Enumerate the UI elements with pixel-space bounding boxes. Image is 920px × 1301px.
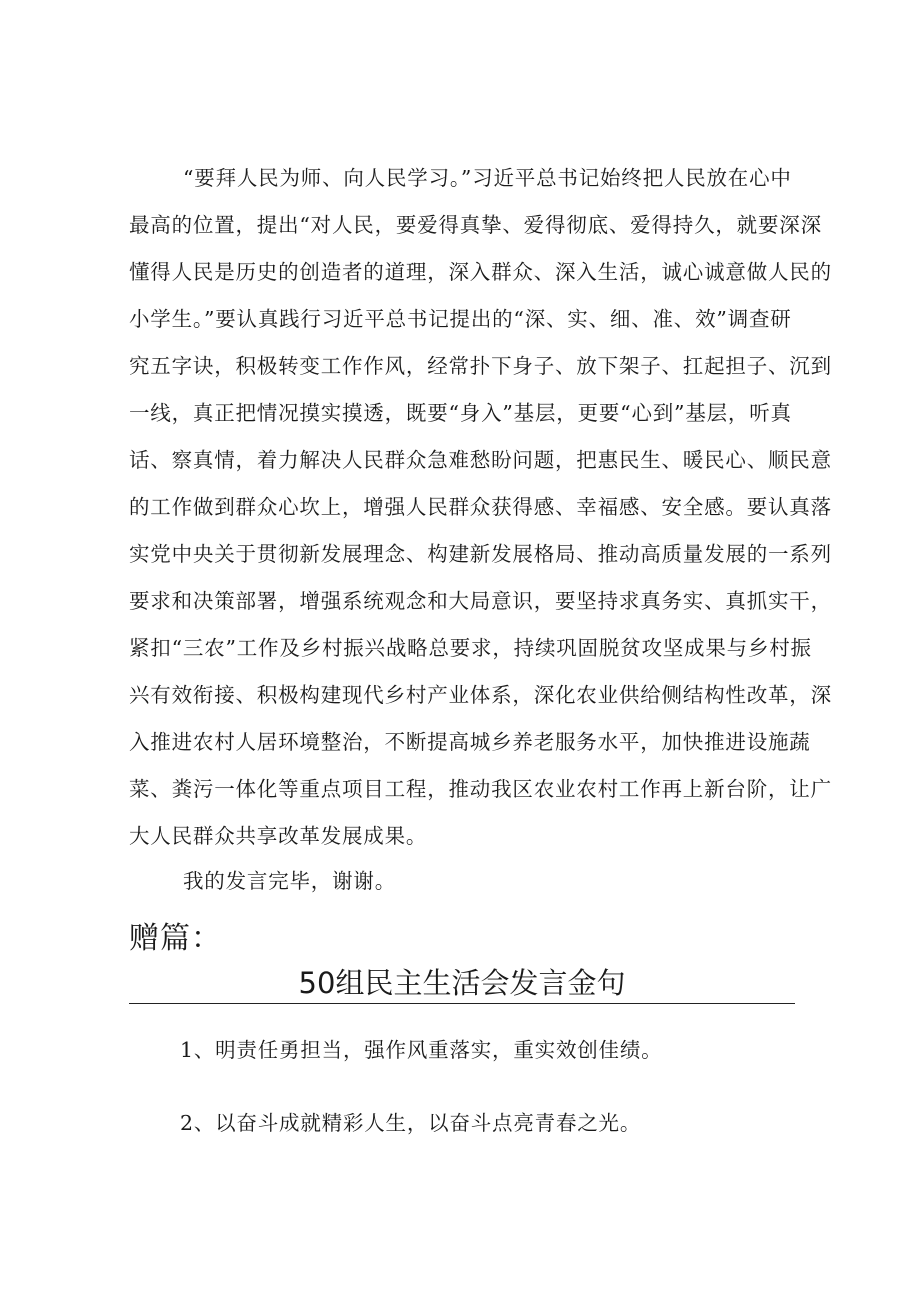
paragraph-line: 入推进农村人居环境整治，不断提高城乡养老服务水平，加快推进设施蔬 [129,730,811,754]
paragraph-line: 的工作做到群众心坎上，增强人民群众获得感、幸福感、安全感。要认真落 [129,495,832,519]
quote-item: 2、以奋斗成就精彩人生，以奋斗点亮青春之光。 [180,1111,642,1135]
paragraph-line: 懂得人民是历史的创造者的道理，深入群众、深入生活，诚心诚意做人民的 [129,260,832,284]
paragraph-line: 菜、粪污一体化等重点项目工程，推动我区农业农村工作再上新台阶，让广 [129,777,832,801]
title-underline [129,1003,795,1004]
paragraph-line: 话、察真情，着力解决人民群众急难愁盼问题，把惠民生、暖民心、顺民意 [129,448,832,472]
bonus-label: 赠篇： [129,921,222,956]
paragraph-line: 要求和决策部署，增强系统观念和大局意识，要坚持求真务实、真抓实干， [129,589,832,613]
bonus-title: 50组民主生活会发言金句 [298,966,626,1000]
paragraph-line: 兴有效衔接、积极构建现代乡村产业体系，深化农业供给侧结构性改革，深 [129,683,832,707]
closing-remark: 我的发言完毕，谢谢。 [183,869,396,893]
paragraph-line: 究五字诀，积极转变工作作风，经常扑下身子、放下架子、扛起担子、沉到 [129,354,832,378]
paragraph-line: 小学生。”要认真践行习近平总书记提出的“深、实、细、准、效”调查研 [129,307,792,331]
paragraph-line: 大人民群众共享改革发展成果。 [129,824,428,848]
paragraph-line: 实党中央关于贯彻新发展理念、构建新发展格局、推动高质量发展的一系列 [129,542,832,566]
paragraph-line: 最高的位置，提出“对人民，要爱得真挚、爱得彻底、爱得持久，就要深深 [129,213,822,237]
quote-item: 1、明责任勇担当，强作风重落实，重实效创佳绩。 [180,1038,663,1062]
paragraph-line: “要拜人民为师、向人民学习。”习近平总书记始终把人民放在心中 [183,166,792,190]
paragraph-line: 紧扣“三农”工作及乡村振兴战略总要求，持续巩固脱贫攻坚成果与乡村振 [129,636,812,660]
paragraph-line: 一线，真正把情况摸实摸透，既要“身入”基层，更要“心到”基层，听真 [129,401,792,425]
